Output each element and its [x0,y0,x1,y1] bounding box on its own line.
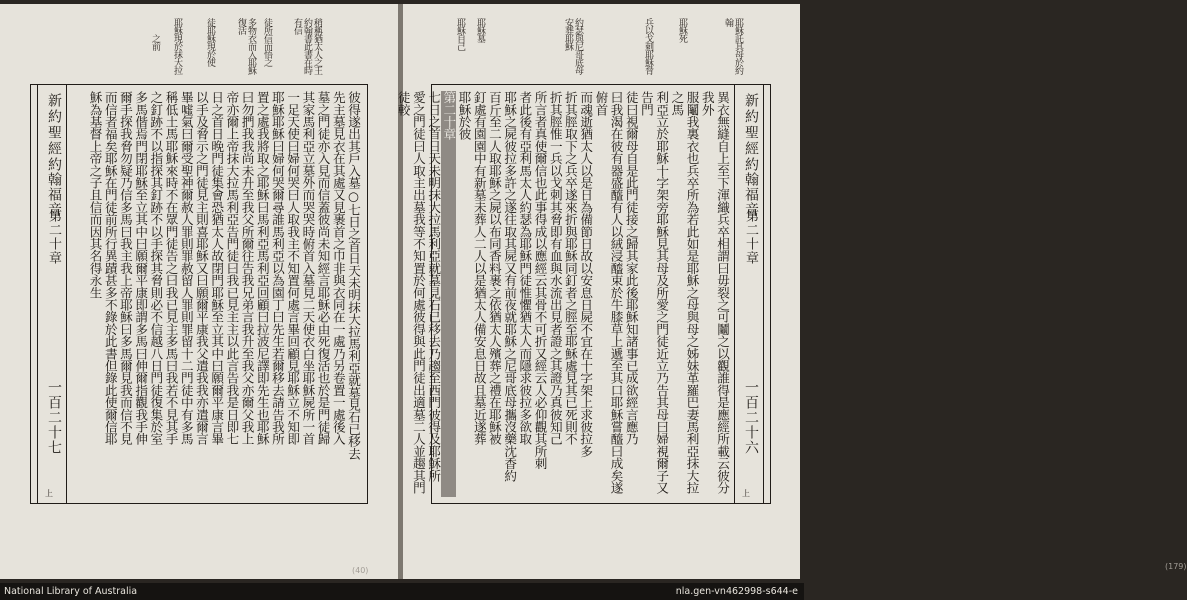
text-column: 置之處我將取之耶穌曰馬利亞馬利亞回顧曰拉波尼譯即先生也耶穌 [254,91,270,445]
text-column: 利亞立於耶穌十字架旁耶穌見其母及所愛之門徒近立乃告其母曰婦視爾子又告門 [638,91,670,494]
item-identifier: nla.gen-vn462998-s644-e [675,586,798,597]
body-text [395,91,730,497]
margin-note-1: 耶穌託其母於約翰 [723,18,743,74]
margin-note-4: 多物衣而入耶穌復活 [236,18,256,74]
text-column: 曰我渴在彼有器盛醯有人以絨浸醯束於牛膝草上遞至其口耶穌嘗醯曰成矣遂俯首 [593,91,624,494]
text-column: 耶穌之屍彼拉多許之遂往取其屍又有前夜就耶穌之尼哥底母攜沒藥沈香約 [502,91,518,482]
page-header-column [734,85,764,503]
margin-note-2: 耶穌死 [677,18,687,42]
text-column: 穌為基督上帝之子且信而因其名得永生 [87,91,103,299]
text-column: 耶穌於彼 [456,91,472,140]
text-column: 耶穌耶穌曰婦何哭爾尋誰馬利亞以為園丁曰先生若爾移去請告我所 [269,91,285,445]
margin-note-3: 兵以戈刺耶穌脅 [643,18,653,74]
body-text [71,91,361,497]
text-column: 多馬偕焉門閉耶穌至立其中曰願爾平康即謂多馬曰伸爾指觀我手伸 [133,91,149,445]
text-column: 服鬮我裏衣也兵卒所為若此如是耶穌之母與母之姊妹革羅巴妻馬利亞抹大拉之馬 [669,91,700,494]
text-column: 曰勿捫我我尚未升至我父所爾往告我兄弟言我升至我父亦爾父我上 [239,91,255,445]
margin-note-6: 耶穌自己 [455,18,465,50]
margin-note-5: 徒耶穌現於使 [205,18,215,66]
text-column: 一足天使曰婦何哭曰人取我主不知置何處言畢回顧見耶穌立不知即 [285,91,301,445]
text-column: 七日之首日天未明抹大拉馬利亞就墓見石已移去乃趨至西門彼得及耶穌所 [426,91,442,482]
book-series-title: 新約聖經 [743,93,759,157]
page-mark: 上 [45,489,53,498]
text-column: 愛之門徒曰人取主出墓我等不知置於何處彼得與此門徒出適墓二人並趨其門徒較 [395,91,426,494]
text-column: 折其脛取下之兵卒遂來折與耶穌同釘者之脛至耶穌處見其已死則不 [562,91,578,445]
text-column: 日之首日晚門徒集會恐猶太人故閉門耶穌至立其中曰願爾平康言畢 [209,91,225,445]
text-column: 彼得遂出其戶入墓○七日之首日天未明抹大拉馬利亞就墓見石已移去 [346,91,361,460]
page-number: 一百二十六 [743,380,759,455]
pencil-mark: (179) [1165,562,1187,571]
library-credit: National Library of Australia [4,586,138,597]
text-column: 帝亦爾上帝抹大拉馬利亞告門徒曰我已見主主以此言告我是日即七 [224,91,240,445]
pencil-mark: (40) [352,566,369,575]
text-column: 其家馬利亞立墓外而哭哭時俯首入墓見二天使衣白坐耶穌屍所一首 [300,91,316,445]
margin-note-4: 約瑟與尼哥底母安葬耶穌 [563,18,583,74]
margin-note-3: 徒所信而悟之 [262,18,272,66]
left-page [0,4,400,579]
margin-note-1: 稍稱猶太人之王 [312,18,322,74]
text-column: 墓之門徒亦入見而信蓋彼尚未知經言耶穌必由死復活也於是門徒歸 [315,91,331,445]
text-column: 百斤至二人取耶穌之屍以布同香料裹之依猶太人殯葬之禮在耶穌被 [486,91,502,445]
text-column: 爾手探我脅勿疑乃信多馬曰我主我上帝耶穌曰多馬爾見我而信不見 [117,91,133,445]
book-series-title: 新約聖經 [46,93,62,157]
text-column: 畢噓氣曰爾受聖神爾赦人罪則罪赦留人罪則罪留十二門徒中有多馬 [178,91,194,445]
chapter-heading: 第二十章 [743,209,758,265]
text-column: 以手及脅示之門徒見主則喜耶穌又曰願爾平康我父遣我我亦遣爾言 [193,91,209,445]
book-name: 約翰福音 [743,157,759,217]
margin-note-7: 之前 [150,34,160,50]
text-column: 先主墓見衣在其處又見裹首之巾非與衣同在一處乃另卷置一處後入 [330,91,346,445]
text-frame [395,84,771,504]
text-column: 折其脛惟一兵以戈刺其脅即有血與水流出見者證之其證乃真彼知己 [547,91,563,445]
book-name: 約翰福音 [46,157,62,217]
chapter-heading: 第二十章 [46,209,61,265]
page-header-column [37,85,67,503]
text-column: 異衣無縫自上至下渾織兵卒相謂曰毋裂之可鬮之以觀誰得是應經所載云彼分我外 [699,91,730,494]
page-mark: 上 [742,489,750,498]
text-column: 所言者真使爾信也此事得成以應經云其骨不可折又經云人必仰觀其所刺 [532,91,548,470]
text-frame [30,84,368,504]
text-column: 釘處有園園中有新墓未葬人二人以是猶太人備安息日故且墓近遂葬 [471,91,487,445]
chapter-marker: 第二十章 [441,91,456,497]
margin-note-5: 耶穌墓 [475,18,485,42]
text-column: 者此後有亞利馬太人約瑟為耶穌門徒惟懼猶太人而隱求彼拉多欲取 [517,91,533,445]
text-column: 徒曰視爾母自是此門徒接之歸其家此後耶穌知諸事已成欲經言應乃 [623,91,639,445]
text-column: 而魂逝猶太人以是日為備節日故以安息日屍不宜在十字架上求彼拉多 [578,91,594,457]
viewer-footer [0,583,804,600]
text-column: 而信者福矣耶穌在門徒前所行異蹟甚多不錄於此書但錄此使爾信耶 [102,91,118,445]
margin-note-2: 約翰書此書在時有信 [292,18,312,74]
text-column: 稱低土馬耶穌來時不在眾門徒告之曰我已見主多馬曰我若不見其手 [163,91,179,445]
right-page [395,4,1187,579]
margin-note-6: 耶穌現於抹大拉 [172,18,182,74]
text-column: 之釘跡不以指探其釘跡不以手探其脅則必不信越八日門徒復集於室 [148,91,164,445]
page-number: 一百二十七 [46,380,62,455]
